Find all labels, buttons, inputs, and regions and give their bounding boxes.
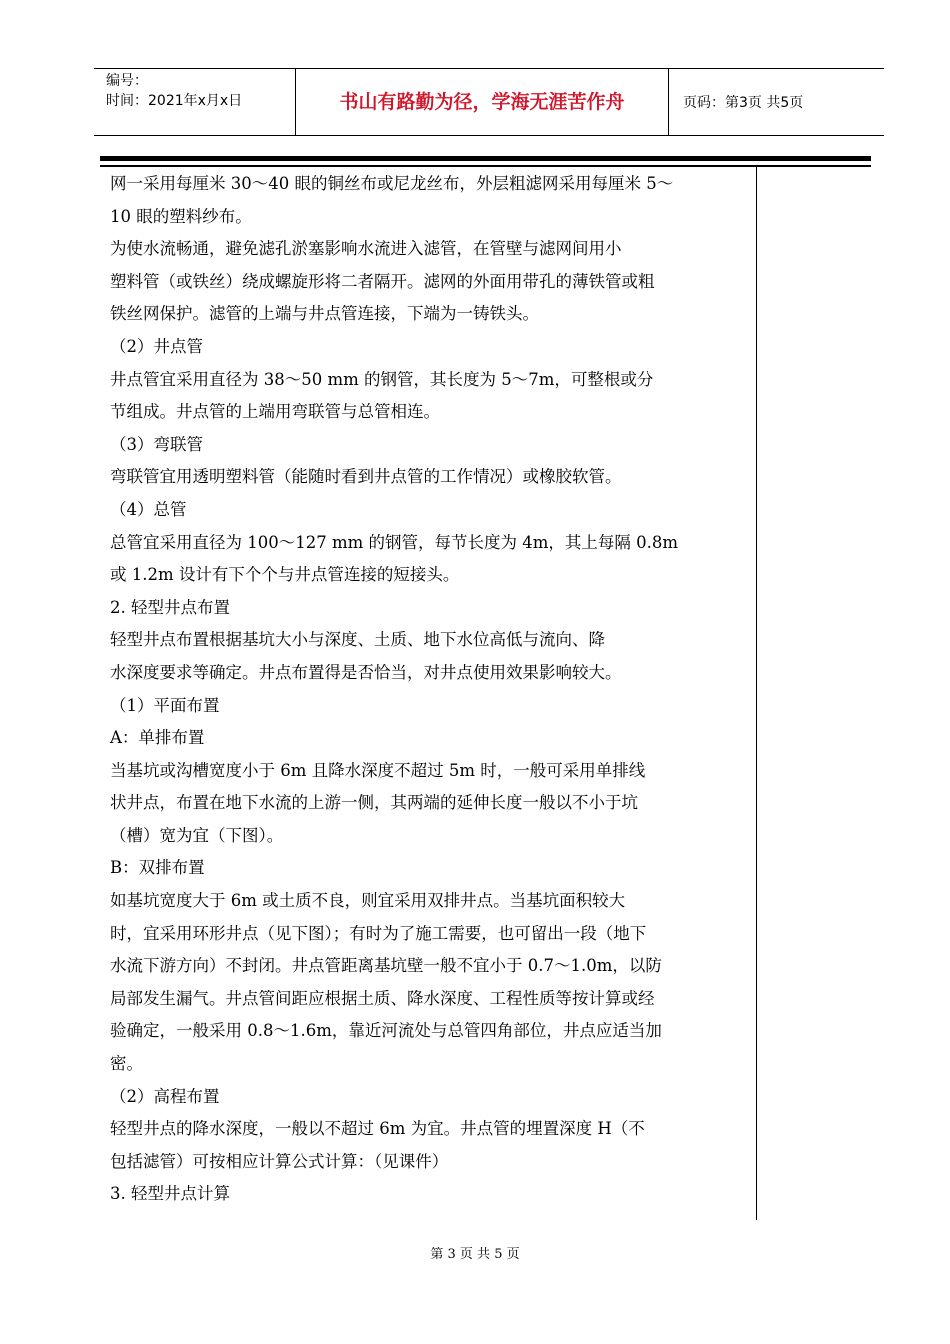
text-line: 如基坑宽度大于 6m 或土质不良，则宜采用双排井点。当基坑面积较大 [110,891,626,911]
time-label: 时间：2021年x月x日 [106,93,243,109]
text-line: 10 眼的塑料纱布。 [110,206,252,226]
text-line: （3）弯联管 [110,434,203,454]
text-line: （2）井点管 [110,336,203,356]
text-line: 弯联管宜用透明塑料管（能随时看到井点管的工作情况）或橡胶软管。 [110,467,622,487]
text-line: （2）高程布置 [110,1086,220,1106]
text-line: A：单排布置 [110,728,205,748]
text-line: 或 1.2m 设计有下个个与井点管连接的短接头。 [110,565,460,585]
text-line: 轻型井点布置根据基坑大小与深度、土质、地下水位高低与流向、降 [110,630,605,650]
text-line: 验确定，一般采用 0.8～1.6m，靠近河流处与总管四角部位，井点应适当加 [110,1021,662,1041]
text-line: 节组成。井点管的上端用弯联管与总管相连。 [110,402,440,422]
text-line: （1）平面布置 [110,695,220,715]
motto-text: 书山有路勤为径，学海无涯苦作舟 [339,91,625,113]
page-footer: 第 3 页 共 5 页 [430,1247,520,1262]
serial-label: 编号： [106,73,148,89]
header-thick-rule [100,156,871,161]
text-line: 包括滤管）可按相应计算公式计算：（见课件） [110,1151,449,1171]
text-line: 3. 轻型井点计算 [110,1184,230,1204]
page-info: 页码：第3页 共5页 [683,95,804,111]
text-line: 井点管宜采用直径为 38～50 mm 的钢管，其长度为 5～7m，可整根或分 [110,369,654,389]
body-text [110,168,748,1211]
header-meta-cell [94,69,295,135]
text-line: 塑料管（或铁丝）绕成螺旋形将二者隔开。滤网的外面用带孔的薄铁管或粗 [110,271,655,291]
text-line: 2. 轻型井点布置 [110,597,230,617]
text-line: 密。 [110,1054,143,1074]
text-line: 水流下游方向）不封闭。井点管距离基坑壁一般不宜小于 0.7～1.0m，以防 [110,956,662,976]
text-line: 状井点，布置在地下水流的上游一侧，其两端的延伸长度一般以不小于坑 [110,793,638,813]
header-page-cell [669,69,884,135]
text-line: 为使水流畅通，避免滤孔淤塞影响水流进入滤管，在管壁与滤网间用小 [110,239,622,259]
text-line: 网一采用每厘米 30～40 眼的铜丝布或尼龙丝布，外层粗滤网采用每厘米 5～ [110,174,674,193]
text-line: 总管宜采用直径为 100～127 mm 的钢管，每节长度为 4m，其上每隔 0.8m [110,532,679,552]
text-line: 时，宜采用环形井点（见下图）；有时为了施工需要，也可留出一段（地下 [110,923,647,943]
text-line: B：双排布置 [110,858,205,878]
right-margin-line [756,167,757,1220]
text-line: （槽）宽为宜（下图）。 [110,825,284,845]
text-line: （4）总管 [110,499,187,519]
header-motto-cell [295,69,669,135]
text-line: 轻型井点的降水深度，一般以不超过 6m 为宜。井点管的埋置深度 H（不 [110,1119,645,1139]
text-line: 局部发生漏气。井点管间距应根据土质、降水深度、工程性质等按计算或经 [110,988,655,1008]
text-line: 铁丝网保护。滤管的上端与井点管连接，下端为一铸铁头。 [110,304,539,324]
text-line: 当基坑或沟槽宽度小于 6m 且降水深度不超过 5m 时，一般可采用单排线 [110,760,646,780]
text-line: 水深度要求等确定。井点布置得是否恰当，对井点使用效果影响较大。 [110,662,622,682]
document-header [94,68,884,136]
